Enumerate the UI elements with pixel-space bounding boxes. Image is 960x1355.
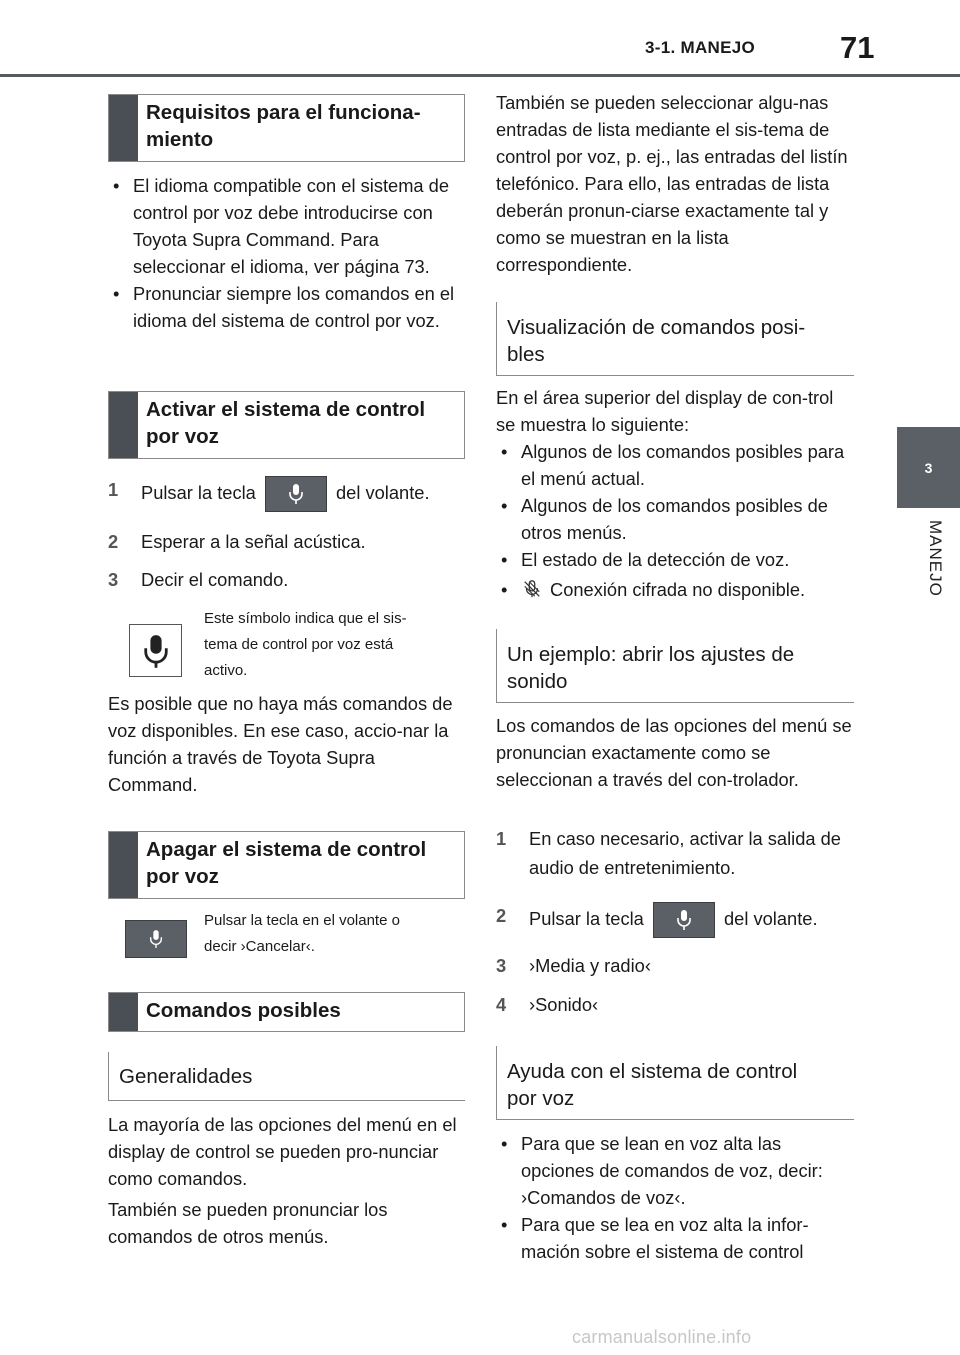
section-heading-requisitos: Requisitos para el funciona- miento [108, 94, 465, 162]
para-lista: También se pueden seleccionar algu-nas entradas de lista mediante el sis-tema de control por voz, p. ej., las entradas del listín telefónico. Para ello, las entradas de lista deberán pronun-ciarse exactamente tal y como se muestran en la lista correspondiente. [496, 92, 848, 275]
bullet-area-3: • El estado de la detección de voz. [496, 546, 854, 573]
voice-key-button [653, 902, 715, 938]
step-activar-1: 1 Pulsar la tecla del volante. [108, 476, 465, 512]
step-ejemplo-2: 2 Pulsar la tecla del volante. [496, 902, 854, 938]
header-rule [0, 74, 960, 77]
microphone-icon [675, 909, 693, 931]
microphone-icon [142, 633, 170, 669]
subheading-generalidades: Generalidades [108, 1052, 465, 1101]
para-mayoria: La mayoría de las opciones del menú en el display de control se pueden pro-nunciar como comandos. [108, 1114, 457, 1189]
microphone-icon [148, 929, 164, 949]
para-opciones: Los comandos de las opciones del menú se pronuncian exactamente como se seleccionan a través del con-trolador. [496, 715, 852, 790]
voice-key-button [265, 476, 327, 512]
page-number: 71 [840, 30, 875, 65]
note-apagar: Pulsar la tecla en el volante o decir ›Cancelar‹. [204, 912, 400, 955]
bullet-cifrada: • Conexión cifrada no disponible. [496, 576, 854, 603]
bullet-ayuda-2: • Para que se lea en voz alta la infor-mación sobre el sistema de control [496, 1211, 854, 1265]
watermark: carmanualsonline.info [572, 1327, 752, 1347]
bullet-area-2: • Algunos de los comandos posibles de otros menús. [496, 492, 854, 546]
bullet-ayuda-1: • Para que se lean en voz alta las opciones de comandos de voz, decir: ›Comandos de voz‹. [496, 1130, 854, 1211]
step-activar-2: 2 Esperar a la señal acústica. [108, 531, 366, 552]
step-activar-3: 3 Decir el comando. [108, 569, 289, 590]
note-symbol-active: Este símbolo indica que el sis- tema de control por voz está activo. [204, 610, 407, 679]
step-ejemplo-3: 3 ›Media y radio‹ [496, 955, 651, 976]
bullet-requisitos-2: • Pronunciar siempre los comandos en el idioma del sistema de control por voz. [108, 280, 465, 334]
para-no-commands: Es posible que no haya más comandos de voz disponibles. En ese caso, accio-nar la función a través de Toyota Supra Command. [108, 693, 453, 795]
microphone-icon [287, 483, 305, 505]
section-heading-comandos: Comandos posibles [108, 992, 465, 1032]
step-ejemplo-4: 4 ›Sonido‹ [496, 994, 599, 1015]
voice-active-symbol [129, 624, 182, 677]
subheading-visualizacion: Visualización de comandos posi- bles [496, 302, 854, 376]
para-area: En el área superior del display de con-trol se muestra lo siguiente: [496, 387, 834, 435]
subheading-ayuda: Ayuda con el sistema de control por voz [496, 1046, 854, 1120]
microphone-crossed-icon [522, 579, 542, 599]
section-title: 3-1. MANEJO [645, 38, 756, 57]
chapter-label: MANEJO [926, 520, 945, 597]
bullet-requisitos-1: • El idioma compatible con el sistema de control por voz debe introducirse con Toyota Supra Command. Para seleccionar el idioma, ver página 73. [108, 172, 465, 280]
section-heading-apagar: Apagar el sistema de control por voz [108, 831, 465, 899]
page-header [0, 0, 960, 80]
voice-key-apagar [125, 920, 187, 958]
section-heading-activar: Activar el sistema de control por voz [108, 391, 465, 459]
chapter-tab: 3 [897, 427, 960, 508]
bullet-area-1: • Algunos de los comandos posibles para el menú actual. [496, 438, 854, 492]
para-tambien: También se pueden pronunciar los comandos de otros menús. [108, 1199, 388, 1247]
subheading-ejemplo: Un ejemplo: abrir los ajustes de sonido [496, 629, 854, 703]
step-ejemplo-1: 1 En caso necesario, activar la salida de audio de entretenimiento. [496, 828, 841, 878]
